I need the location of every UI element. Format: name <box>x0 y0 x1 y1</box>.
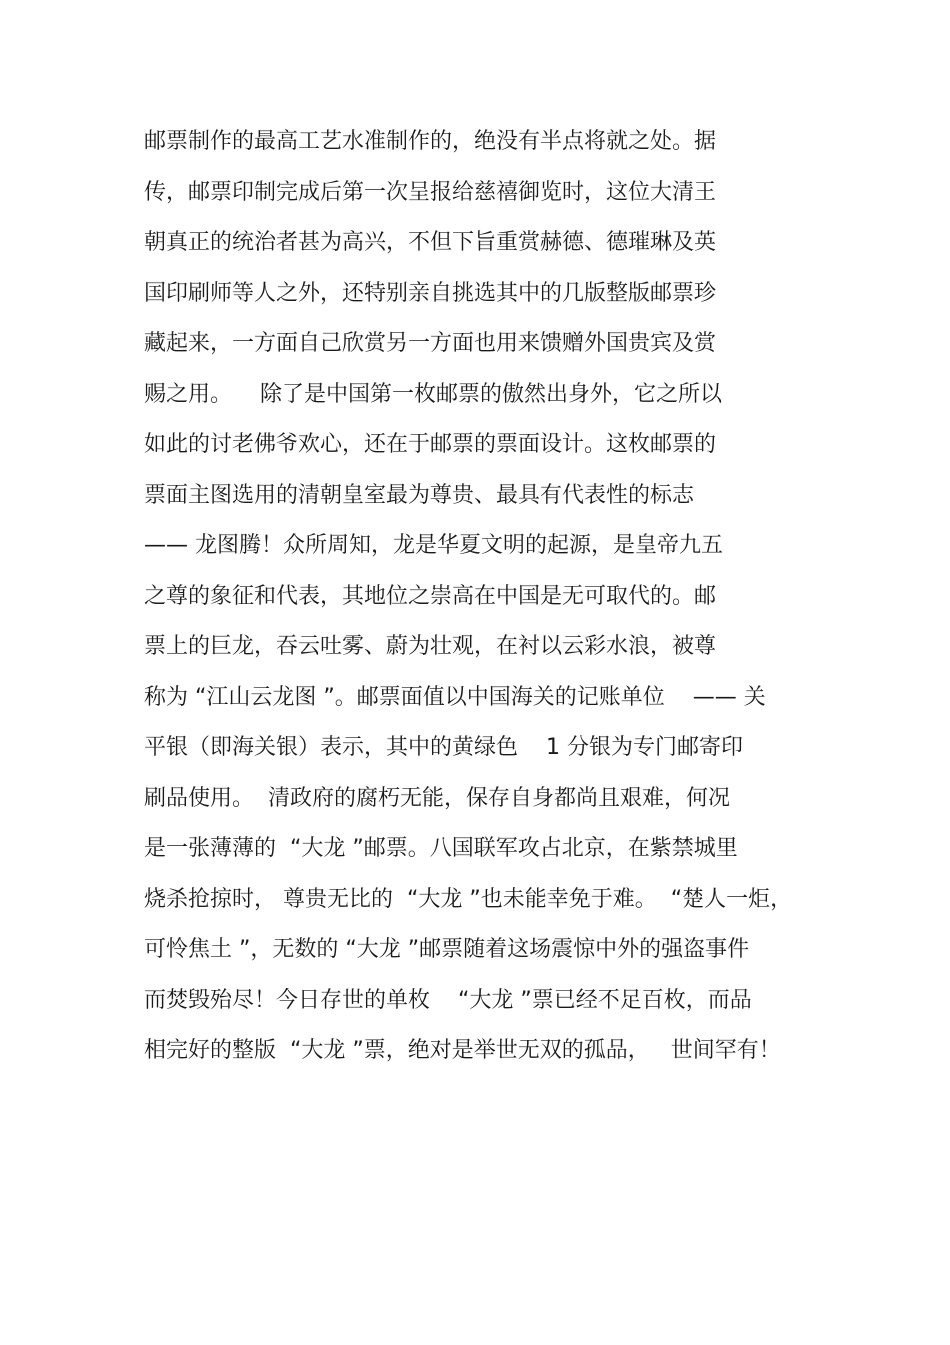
text-line: 票面主图选用的清朝皇室最为尊贵、最具有代表性的标志 <box>144 482 695 508</box>
text-line: 传，邮票印制完成后第一次呈报给慈禧御览时，这位大清王 <box>144 179 717 205</box>
text-line: 国印刷师等人之外，还特别亲自挑选其中的几版整版邮票珍 <box>144 280 717 306</box>
text-line: 烧杀抢掠时， 尊贵无比的 “大龙 ”也未能幸免于难。 “楚人一炬， <box>144 886 793 912</box>
text-line: 可怜焦土 ”，无数的 “大龙 ”邮票随着这场震惊中外的强盗事件 <box>144 937 750 962</box>
text-line: —— 龙图腾！众所周知，龙是华夏文明的起源，是皇帝九五 <box>144 533 723 558</box>
text-line: 而焚毁殆尽！今日存世的单枚 “大龙 ”票已经不足百枚，而品 <box>144 987 752 1013</box>
body-text <box>144 122 824 1082</box>
text-line: 赐之用。 除了是中国第一枚邮票的傲然出身外，它之所以 <box>144 381 722 407</box>
text-line: 称为 “江山云龙图 ”。邮票面值以中国海关的记账单位 —— 关 <box>144 684 766 710</box>
text-line: 相完好的整版 “大龙 ”票，绝对是举世无双的孤品， 世间罕有！ <box>144 1038 781 1063</box>
text-line: 邮票制作的最高工艺水准制作的，绝没有半点将就之处。据 <box>144 129 717 154</box>
text-line: 朝真正的统治者甚为高兴，不但下旨重赏赫德、德璀琳及英 <box>144 230 717 255</box>
text-line: 平银（即海关银）表示，其中的黄绿色 1 分银为专门邮寄印 <box>144 735 743 760</box>
text-line: 如此的讨老佛爷欢心，还在于邮票的票面设计。这枚邮票的 <box>144 432 717 457</box>
text-line: 是一张薄薄的 “大龙 ”邮票。八国联军攻占北京，在紫禁城里 <box>144 836 738 861</box>
text-line: 刷品使用。 清政府的腐朽无能，保存自身都尚且艰难，何况 <box>144 785 730 811</box>
text-line: 藏起来，一方面自己欣赏另一方面也用来馈赠外国贵宾及赏 <box>144 331 717 356</box>
text-line: 票上的巨龙，吞云吐雾、蔚为壮观，在衬以云彩水浪，被尊 <box>144 634 717 659</box>
text-line: 之尊的象征和代表，其地位之崇高在中国是无可取代的。邮 <box>144 583 717 609</box>
